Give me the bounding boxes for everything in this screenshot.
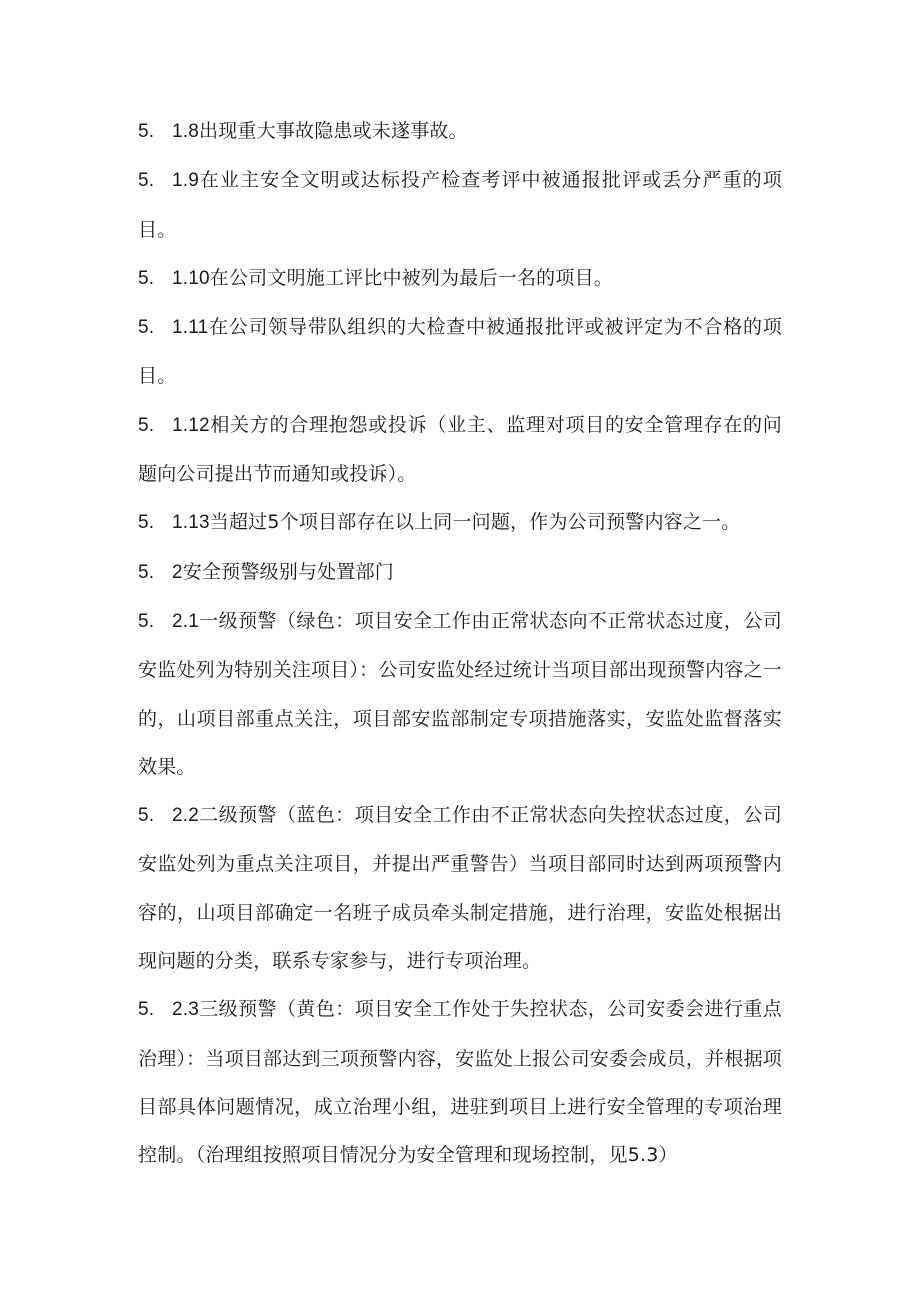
section-prefix: 5.: [138, 805, 155, 827]
paragraph-5-1-11: [138, 303, 782, 401]
clause-number: 1.11: [172, 317, 209, 339]
paragraph-5-1-13: [138, 498, 782, 547]
section-prefix: 5.: [138, 512, 155, 534]
section-prefix: 5.: [138, 121, 155, 142]
section-prefix: 5.: [138, 170, 155, 192]
paragraph-text: 出现重大事故隐患或未遂事故。: [199, 120, 468, 142]
clause-number: 1.9: [172, 170, 200, 192]
paragraph-5-2-2: [138, 791, 782, 985]
clause-number: 1.13: [172, 512, 210, 534]
paragraph-5-2-3: [138, 985, 782, 1179]
paragraph-5-1-8: [138, 107, 782, 156]
clause-number: 2.3: [172, 999, 200, 1021]
section-prefix: 5.: [138, 999, 155, 1021]
section-prefix: 5.: [138, 414, 155, 436]
clause-number: 1.12: [172, 414, 210, 436]
clause-number: 2.1: [172, 610, 200, 632]
clause-number: 2: [172, 561, 183, 583]
section-prefix: 5.: [138, 561, 155, 583]
document-body: [138, 107, 782, 1180]
section-heading-5-2: [138, 548, 782, 597]
section-prefix: 5.: [138, 610, 155, 632]
section-prefix: 5.: [138, 267, 155, 289]
paragraph-text: 在公司文明施工评比中被列为最后一名的项目。: [209, 266, 613, 289]
paragraph-text: 当超过5个项目部存在以上同一问题，作为公司预警内容之一。: [209, 511, 741, 534]
paragraph-5-1-10: [138, 254, 782, 303]
paragraph-text: 在公司领导带队组织的大检查中被通报批评或被评定为不合格的项目。: [138, 316, 782, 388]
clause-number: 1.10: [172, 267, 210, 289]
paragraph-5-2-1: [138, 597, 782, 791]
paragraph-5-1-12: [138, 401, 782, 499]
clause-number: 2.2: [172, 805, 200, 827]
clause-number: 1.8: [172, 121, 200, 142]
paragraph-text: 在业主安全文明或达标投产检查考评中被通报批评或丢分严重的项目。: [138, 169, 782, 241]
paragraph-text: 二级预警（蓝色：项目安全工作由不正常状态向失控状态过度，公司安监处列为重点关注项目，并提出严重警告）当项目部同时达到两项预警内容的，山项目部确定一名班子成员牵头制定措施，进行治理，安监处根据出现问题的分类，联系专家参与，进行专项治理。: [138, 804, 782, 973]
paragraph-text: 相关方的合理抱怨或投诉（业主、监理对项目的安全管理存在的问题向公司提出节而通知或投诉）。: [138, 413, 782, 486]
paragraph-5-1-9: [138, 156, 782, 254]
paragraph-text: 一级预警（绿色：项目安全工作由正常状态向不正常状态过度，公司安监处列为特别关注项目）：公司安监处经过统计当项目部出现预警内容之一的，山项目部重点关注，项目部安监部制定专项措施落实，安监处监督落实效果。: [138, 609, 782, 778]
paragraph-text: 安全预警级别与处置部门: [182, 560, 394, 583]
paragraph-text: 三级预警（黄色：项目安全工作处于失控状态，公司安委会进行重点治理）：当项目部达到三项预警内容，安监处上报公司安委会成员，并根据项目部具体问题情况，成立治理小组，进驻到项目上进行安全管理的专项治理控制。（治理组按照项目情况分为安全管理和现场控制，见5.3）: [138, 998, 782, 1167]
section-prefix: 5.: [138, 317, 155, 339]
